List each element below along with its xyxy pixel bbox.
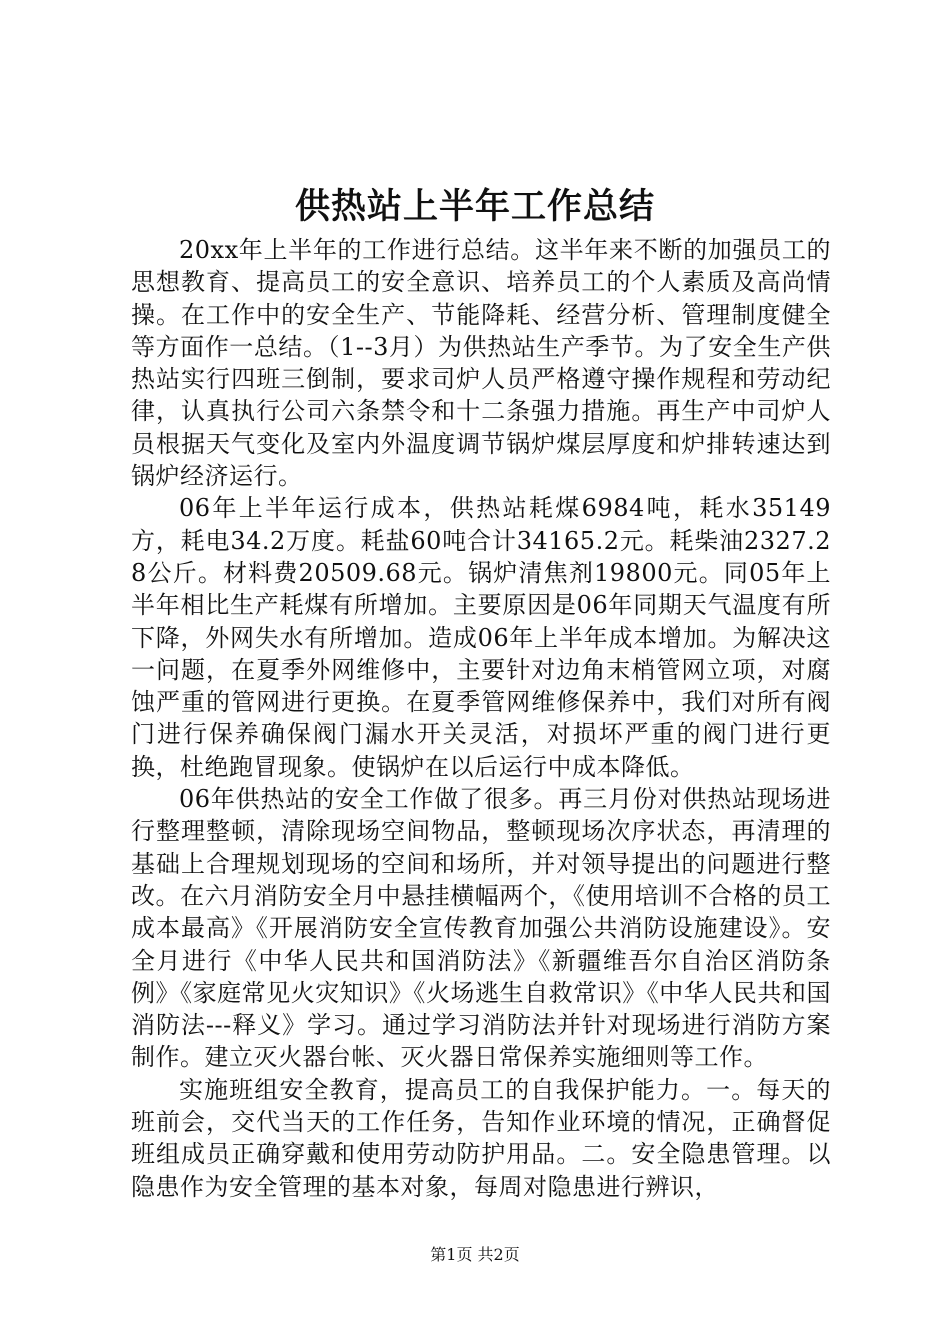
page-number: 第1页 共2页 xyxy=(430,1245,520,1264)
paragraph: 06年供热站的安全工作做了很多。再三月份对供热站现场进行整理整顿，清除现场空间物品，整顿现场次序状态，再清理的基础上合理规划现场的空间和场所，并对领导提出的问题进行整改。在六月消防安全月中悬挂横幅两个，《使用培训不合格的员工成本最高》《开展消防安全宣传教育加强公共消防设施建设》。安全月进行《中华人民共和国消防法》《新疆维吾尔自治区消防条例》《家庭常见火灾知识》《火场逃生自救常识》《中华人民共和国消防法---释义》学习。通过学习消防法并针对现场进行消防方案制作。建立灭火器台帐、灭火器日常保养实施细则等工作。 xyxy=(131,785,831,1072)
paragraph: 20xx年上半年的工作进行总结。这半年来不断的加强员工的思想教育、提高员工的安全意识、培养员工的个人素质及高尚情操。在工作中的安全生产、节能降耗、经营分析、管理制度健全等方面作一总结。（1--3月）为供热站生产季节。为了安全生产供热站实行四班三倒制，要求司炉人员严格遵守操作规程和劳动纪律，认真执行公司六条禁令和十二条强力措施。再生产中司炉人员根据天气变化及室内外温度调节锅炉煤层厚度和炉排转速达到锅炉经济运行。 xyxy=(131,236,831,491)
document-body xyxy=(131,234,831,1203)
document-title: 供热站上半年工作总结 xyxy=(294,186,655,227)
paragraph: 实施班组安全教育，提高员工的自我保护能力。一。每天的班前会，交代当天的工作任务，告知作业环境的情况，正确督促班组成员正确穿戴和使用劳动防护用品。二。安全隐患管理。以隐患作为安全管理的基本对象，每周对隐患进行辨识， xyxy=(131,1075,831,1201)
paragraph: 06年上半年运行成本，供热站耗煤6984吨，耗水35149方，耗电34.2万度。耗盐60吨合计34165.2元。耗柴油2327.28公斤。材料费20509.68元。锅炉清焦剂19800元。同05年上半年相比生产耗煤有所增加。主要原因是06年同期天气温度有所下降，外网失水有所增加。造成06年上半年成本增加。为解决这一问题，在夏季外网维修中，主要针对边角末梢管网立项，对腐蚀严重的管网进行更换。在夏季管网维修保养中，我们对所有阀门进行保养确保阀门漏水开关灵活，对损坏严重的阀门进行更换，杜绝跑冒现象。使锅炉在以后运行中成本降低。 xyxy=(131,494,831,781)
